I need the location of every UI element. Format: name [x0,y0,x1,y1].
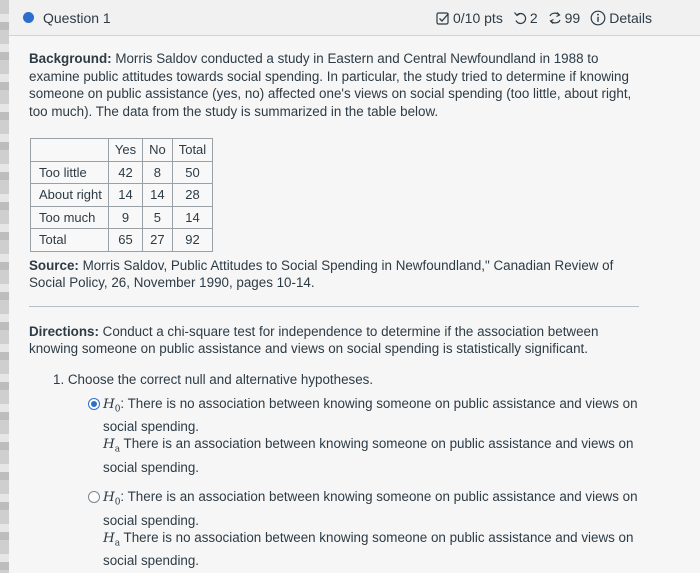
question-card [9,0,700,573]
ha-symbol: $H_a$ [103,530,121,549]
attempts-counter [513,10,538,26]
retakes-text: 99 [564,9,581,26]
window-edge [0,0,9,573]
h0-symbol: $H_0$ [103,489,121,508]
null-hypothesis: $H_0$: There is no association between knowing someone on public assistance and views on social spending. [103,395,638,435]
answer-option-text [103,395,639,476]
table-cell: 8 [143,161,173,184]
directions-paragraph [29,323,639,358]
question-item-text: 1. Choose the correct null and alternative hypotheses. [53,371,374,387]
checkbox-icon [436,11,450,25]
table-cell: 14 [172,206,212,229]
background-paragraph [29,50,639,120]
attempts-text: 2 [529,9,538,26]
alternative-hypothesis: $H_a$ There is an association between knowing someone on public assistance and views on social spending. [103,436,634,475]
table-cell: 27 [143,229,173,252]
table-cell: 28 [172,184,212,207]
table-cell: 14 [143,184,173,207]
table-cell: 42 [108,161,142,184]
table-row-label: Too much [31,206,109,229]
question-status-dot [23,12,34,23]
retry-icon [548,11,562,25]
null-hypothesis: $H_0$: There is an association between knowing someone on public assistance and views on social spending. [103,488,638,528]
table-cell: 14 [108,184,142,207]
directions-label: Directions: [29,323,99,339]
question-header [9,0,700,36]
points-text: 0/10 pts [453,9,503,26]
table-header-cell [31,139,109,162]
table-header-cell: Total [172,139,212,162]
ha-symbol: $H_a$ [103,437,121,455]
answer-option-2[interactable] [88,488,639,569]
table-cell: 9 [108,206,142,229]
table-row-label: About right [31,184,109,207]
h0-symbol: $H_0$ [103,396,121,415]
table-cell: 50 [172,161,212,184]
question-content [9,36,639,569]
table-row [31,161,213,184]
background-label: Background: [29,51,112,66]
info-icon [590,10,606,26]
points-score [436,10,503,26]
table-header-row [31,139,213,162]
table-row [31,184,213,207]
table-header-cell: Yes [108,139,142,162]
question-meta [436,10,652,26]
details-label[interactable]: Details [609,9,652,26]
table-row [31,229,213,252]
question-item [29,372,639,570]
table-row [31,206,213,229]
radio-button-selected[interactable] [88,398,100,410]
data-table [30,138,213,252]
radio-button[interactable] [88,491,100,503]
background-text: Morris Saldov conducted a study in Eastern and Central Newfoundland in 1988 to examine public attitudes towards social spending. In particular, the study tried to determine if knowing someone on public assistance (yes, no) affected one's views on social spending (too little, about right, too much). The data from the study is summarized in the table below. [29,51,632,119]
undo-icon [513,11,527,25]
question-title: Question 1 [43,9,111,26]
table-header-cell: No [143,139,173,162]
table-cell: 92 [172,229,212,252]
source-text: Morris Saldov, Public Attitudes to Social Spending in Newfoundland," Canadian Review of Social Policy, 26, November 1990, pages 10-14. [29,257,614,290]
divider [29,306,639,307]
directions-text: Conduct a chi-square test for independence to determine if the association between knowing someone on public assistance and views on social spending is statistically significant. [29,323,599,356]
answer-option-text [103,488,639,569]
table-cell: 5 [143,206,173,229]
table-cell: 65 [108,229,142,252]
answer-option-1[interactable] [88,395,639,476]
table-row-label: Too little [31,161,109,184]
details-link[interactable] [590,10,652,26]
alternative-hypothesis: $H_a$ There is no association between knowing someone on public assistance and views on social spending. [103,529,634,569]
table-row-label: Total [31,229,109,252]
source-label: Source: [29,257,79,273]
retakes-counter [548,10,581,26]
source-paragraph [29,257,639,292]
